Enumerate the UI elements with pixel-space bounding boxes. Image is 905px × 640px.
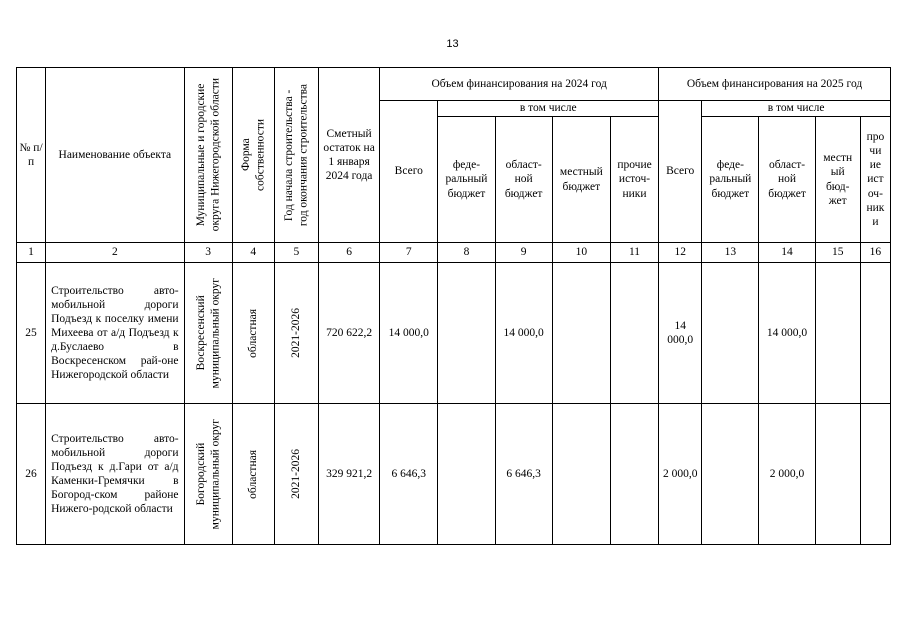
total-2024: 6 646,3 — [380, 404, 438, 545]
header-total-2024: Всего — [380, 101, 438, 243]
column-number: 6 — [318, 243, 379, 263]
header-years: Год начала строительства - год окончания строительства — [274, 68, 318, 243]
header-total-2025: Всего — [659, 101, 702, 243]
district: Богородский муниципальный округ — [184, 404, 232, 545]
header-estimate: Сметный остаток на 1 января 2024 года — [318, 68, 379, 243]
column-number: 9 — [495, 243, 552, 263]
table-row — [17, 404, 891, 545]
federal-2024 — [438, 404, 495, 545]
object-name: Строительство авто-мобильной дороги Подъезд к поселку имени Михеева от а/д Подъезд к д.Буслаево в Воскресенском рай-оне Нижегородской области — [46, 263, 184, 404]
row-num: 26 — [17, 404, 46, 545]
other-2025 — [860, 263, 890, 404]
header-other-2024: прочие источ-ники — [610, 117, 658, 243]
column-number: 16 — [860, 243, 890, 263]
local-2024 — [552, 263, 610, 404]
header-including-2024: в том числе — [438, 101, 659, 117]
other-2024 — [610, 263, 658, 404]
federal-2024 — [438, 263, 495, 404]
federal-2025 — [702, 404, 759, 545]
header-ownership: Форма собственности — [232, 68, 274, 243]
header-local-2025: местн ый бюд-жет — [815, 117, 860, 243]
other-2025 — [860, 404, 890, 545]
district: Воскресенский муниципальный округ — [184, 263, 232, 404]
column-number: 12 — [659, 243, 702, 263]
header-other-2025: про чи ие ист оч-ник и — [860, 117, 890, 243]
column-number-row — [17, 243, 891, 263]
header-fin-2025: Объем финансирования на 2025 год — [659, 68, 891, 101]
table-row — [17, 263, 891, 404]
header-num: № п/п — [17, 68, 46, 243]
estimate: 720 622,2 — [318, 263, 379, 404]
federal-2025 — [702, 263, 759, 404]
column-number: 7 — [380, 243, 438, 263]
header-district: Муниципальные и городские округа Нижегородской области — [184, 68, 232, 243]
header-local-2024: местный бюджет — [552, 117, 610, 243]
local-2025 — [815, 263, 860, 404]
estimate: 329 921,2 — [318, 404, 379, 545]
row-num: 25 — [17, 263, 46, 404]
column-number: 15 — [815, 243, 860, 263]
regional-2024: 14 000,0 — [495, 263, 552, 404]
regional-2025: 2 000,0 — [759, 404, 815, 545]
column-number: 13 — [702, 243, 759, 263]
page-number: 13 — [446, 38, 459, 50]
regional-2025: 14 000,0 — [759, 263, 815, 404]
header-federal-2024: феде-ральный бюджет — [438, 117, 495, 243]
local-2024 — [552, 404, 610, 545]
years: 2021-2026 — [274, 404, 318, 545]
ownership: областная — [232, 263, 274, 404]
column-number: 4 — [232, 243, 274, 263]
column-number: 2 — [46, 243, 184, 263]
years: 2021-2026 — [274, 263, 318, 404]
ownership: областная — [232, 404, 274, 545]
header-regional-2025: област-ной бюджет — [759, 117, 815, 243]
column-number: 5 — [274, 243, 318, 263]
column-number: 8 — [438, 243, 495, 263]
column-number: 1 — [17, 243, 46, 263]
column-number: 11 — [610, 243, 658, 263]
header-fin-2024: Объем финансирования на 2024 год — [380, 68, 659, 101]
header-name: Наименование объекта — [46, 68, 184, 243]
local-2025 — [815, 404, 860, 545]
object-name: Строительство авто-мобильной дороги Подъезд к д.Гари от а/д Каменки-Гремячки в Богород-ском районе Нижего-родской области — [46, 404, 184, 545]
regional-2024: 6 646,3 — [495, 404, 552, 545]
header-federal-2025: феде-ральный бюджет — [702, 117, 759, 243]
header-regional-2024: област-ной бюджет — [495, 117, 552, 243]
column-number: 14 — [759, 243, 815, 263]
financing-table — [16, 67, 891, 545]
other-2024 — [610, 404, 658, 545]
total-2025: 14 000,0 — [659, 263, 702, 404]
total-2025: 2 000,0 — [659, 404, 702, 545]
column-number: 10 — [552, 243, 610, 263]
column-number: 3 — [184, 243, 232, 263]
header-including-2025: в том числе — [702, 101, 891, 117]
total-2024: 14 000,0 — [380, 263, 438, 404]
